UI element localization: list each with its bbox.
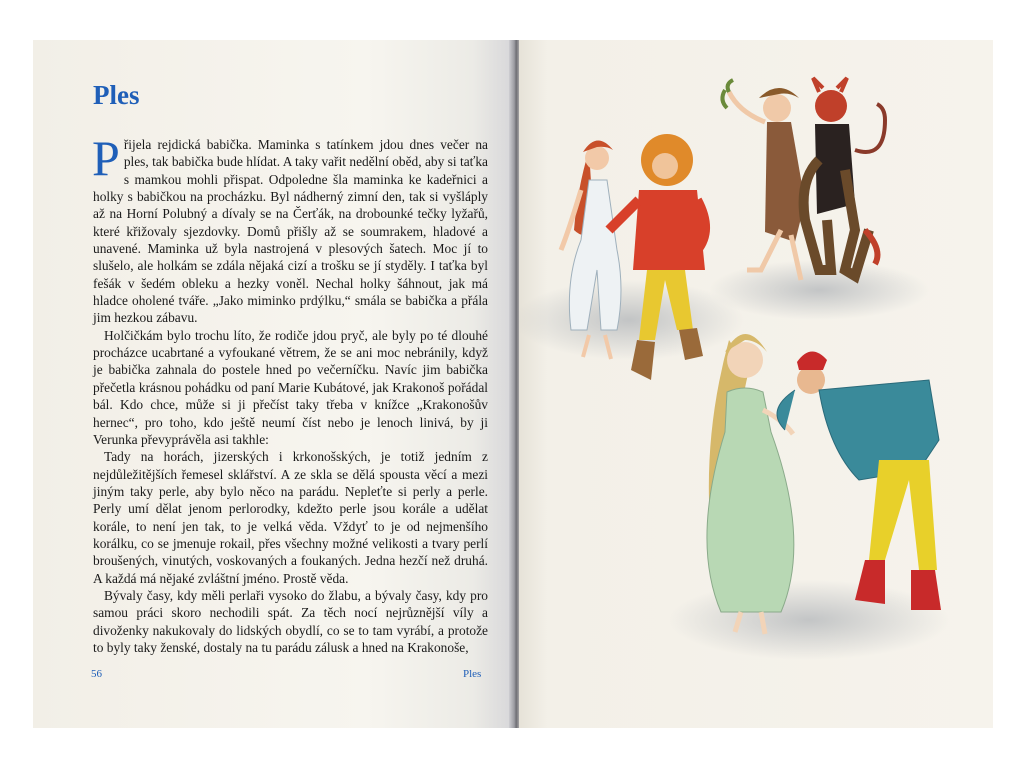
- open-book: [33, 40, 993, 728]
- right-page: [519, 40, 993, 728]
- paragraph: Holčičkám bylo trochu líto, že rodiče jdou pryč, ale byly po té dlouhé procházce ucabrtané a vyfoukané větrem, že se ani moc nebránily, když je babička zahnala do postele hned po večerníčku. Navíc jim babička přečetla krásnou pohádku od paní Marie Kubátové, jak Krakonoš pořádal bál. Kdo chce, může si ji přečíst taky třeba v knížce „Krakonošův hernec“, pro toho, kdo ještě neumí číst nebo je lenoch linivá, by ji Verunka převyprávěla asi takhle:: [93, 327, 488, 447]
- paragraph: Bývaly časy, kdy měli perlaři vysoko do žlabu, a bývaly časy, kdy pro samou práci skoro nechodili spát. Za těch nocí nejrůznější víly a divoženky nakukovaly do lidských obydlí, co se to tam vyrábí, a protože to byly taky ženské, dostaly na tu parádu zálusk a hned na Krakonoše,: [93, 587, 488, 655]
- dancing-couples-illustration: [519, 40, 993, 728]
- forest-woman: [722, 80, 805, 280]
- paragraph: Tady na horách, jizerských i krkonošských, je totiž jedním z nejdůležitějších řemesel sklářství. A ze skla se dělá spousta věcí a mezi jiným taky perle, aby bylo něco na parádu. Nepleťte si perly a perle. Perly umí dělat jenom perlorodky, kdežto perle jsou korále a udělat korále, to není jen tak, to je velká věda. Vždyť to je od nejmenšího korálku, co se jmenuje rokail, přes všechny možné velikosti a tvary perlí broušených, vinutých, voskovaných a foukaných. Jedna hezčí než druhá. A každá má nějaké zvláštní jméno. Prostě věda.: [93, 449, 488, 586]
- paragraph-text: řijela rejdická babička. Maminka s tatínkem jdou dnes večer na ples, tak babička bude hlídat. A taky vařit nedělní oběd, aby si taťka s mamkou mohli přispat. Odpoledne šla maminka ke kadeřnici a holky s babičkou na procházku. Byl nádherný zimní den, tak si vyšláply až na Horní Polubný a dívaly se na Čerťák, na drobounké tečky lyžařů, které křižovaly sjezdovky. Domů přišly až se soumrakem, hladové a unavené. Maminka už byla nastrojená v plesových šatech. Moc jí to slušelo, ale holkám se zdála nějaká cizí a trošku se jí styděly. I taťka byl fešák v šedém obleku a hezky voněl. Nechal holky šáhnout, jak má hladce oholené tváře. „Jako miminko prdýlku,“ smála se babička a přála jim hezkou zábavu.: [93, 137, 488, 326]
- left-page: [33, 40, 511, 728]
- ground-shadow: [669, 580, 949, 660]
- body-text: [92, 130, 488, 656]
- bowing-man-teal-coat: [777, 351, 941, 610]
- running-head: Ples: [463, 668, 482, 680]
- drop-cap: P: [92, 130, 120, 186]
- chapter-title: Ples: [93, 80, 140, 110]
- page-number: 56: [91, 668, 102, 680]
- devil: [804, 78, 885, 276]
- woman-green-dress: [707, 334, 794, 634]
- paragraph: [92, 130, 488, 327]
